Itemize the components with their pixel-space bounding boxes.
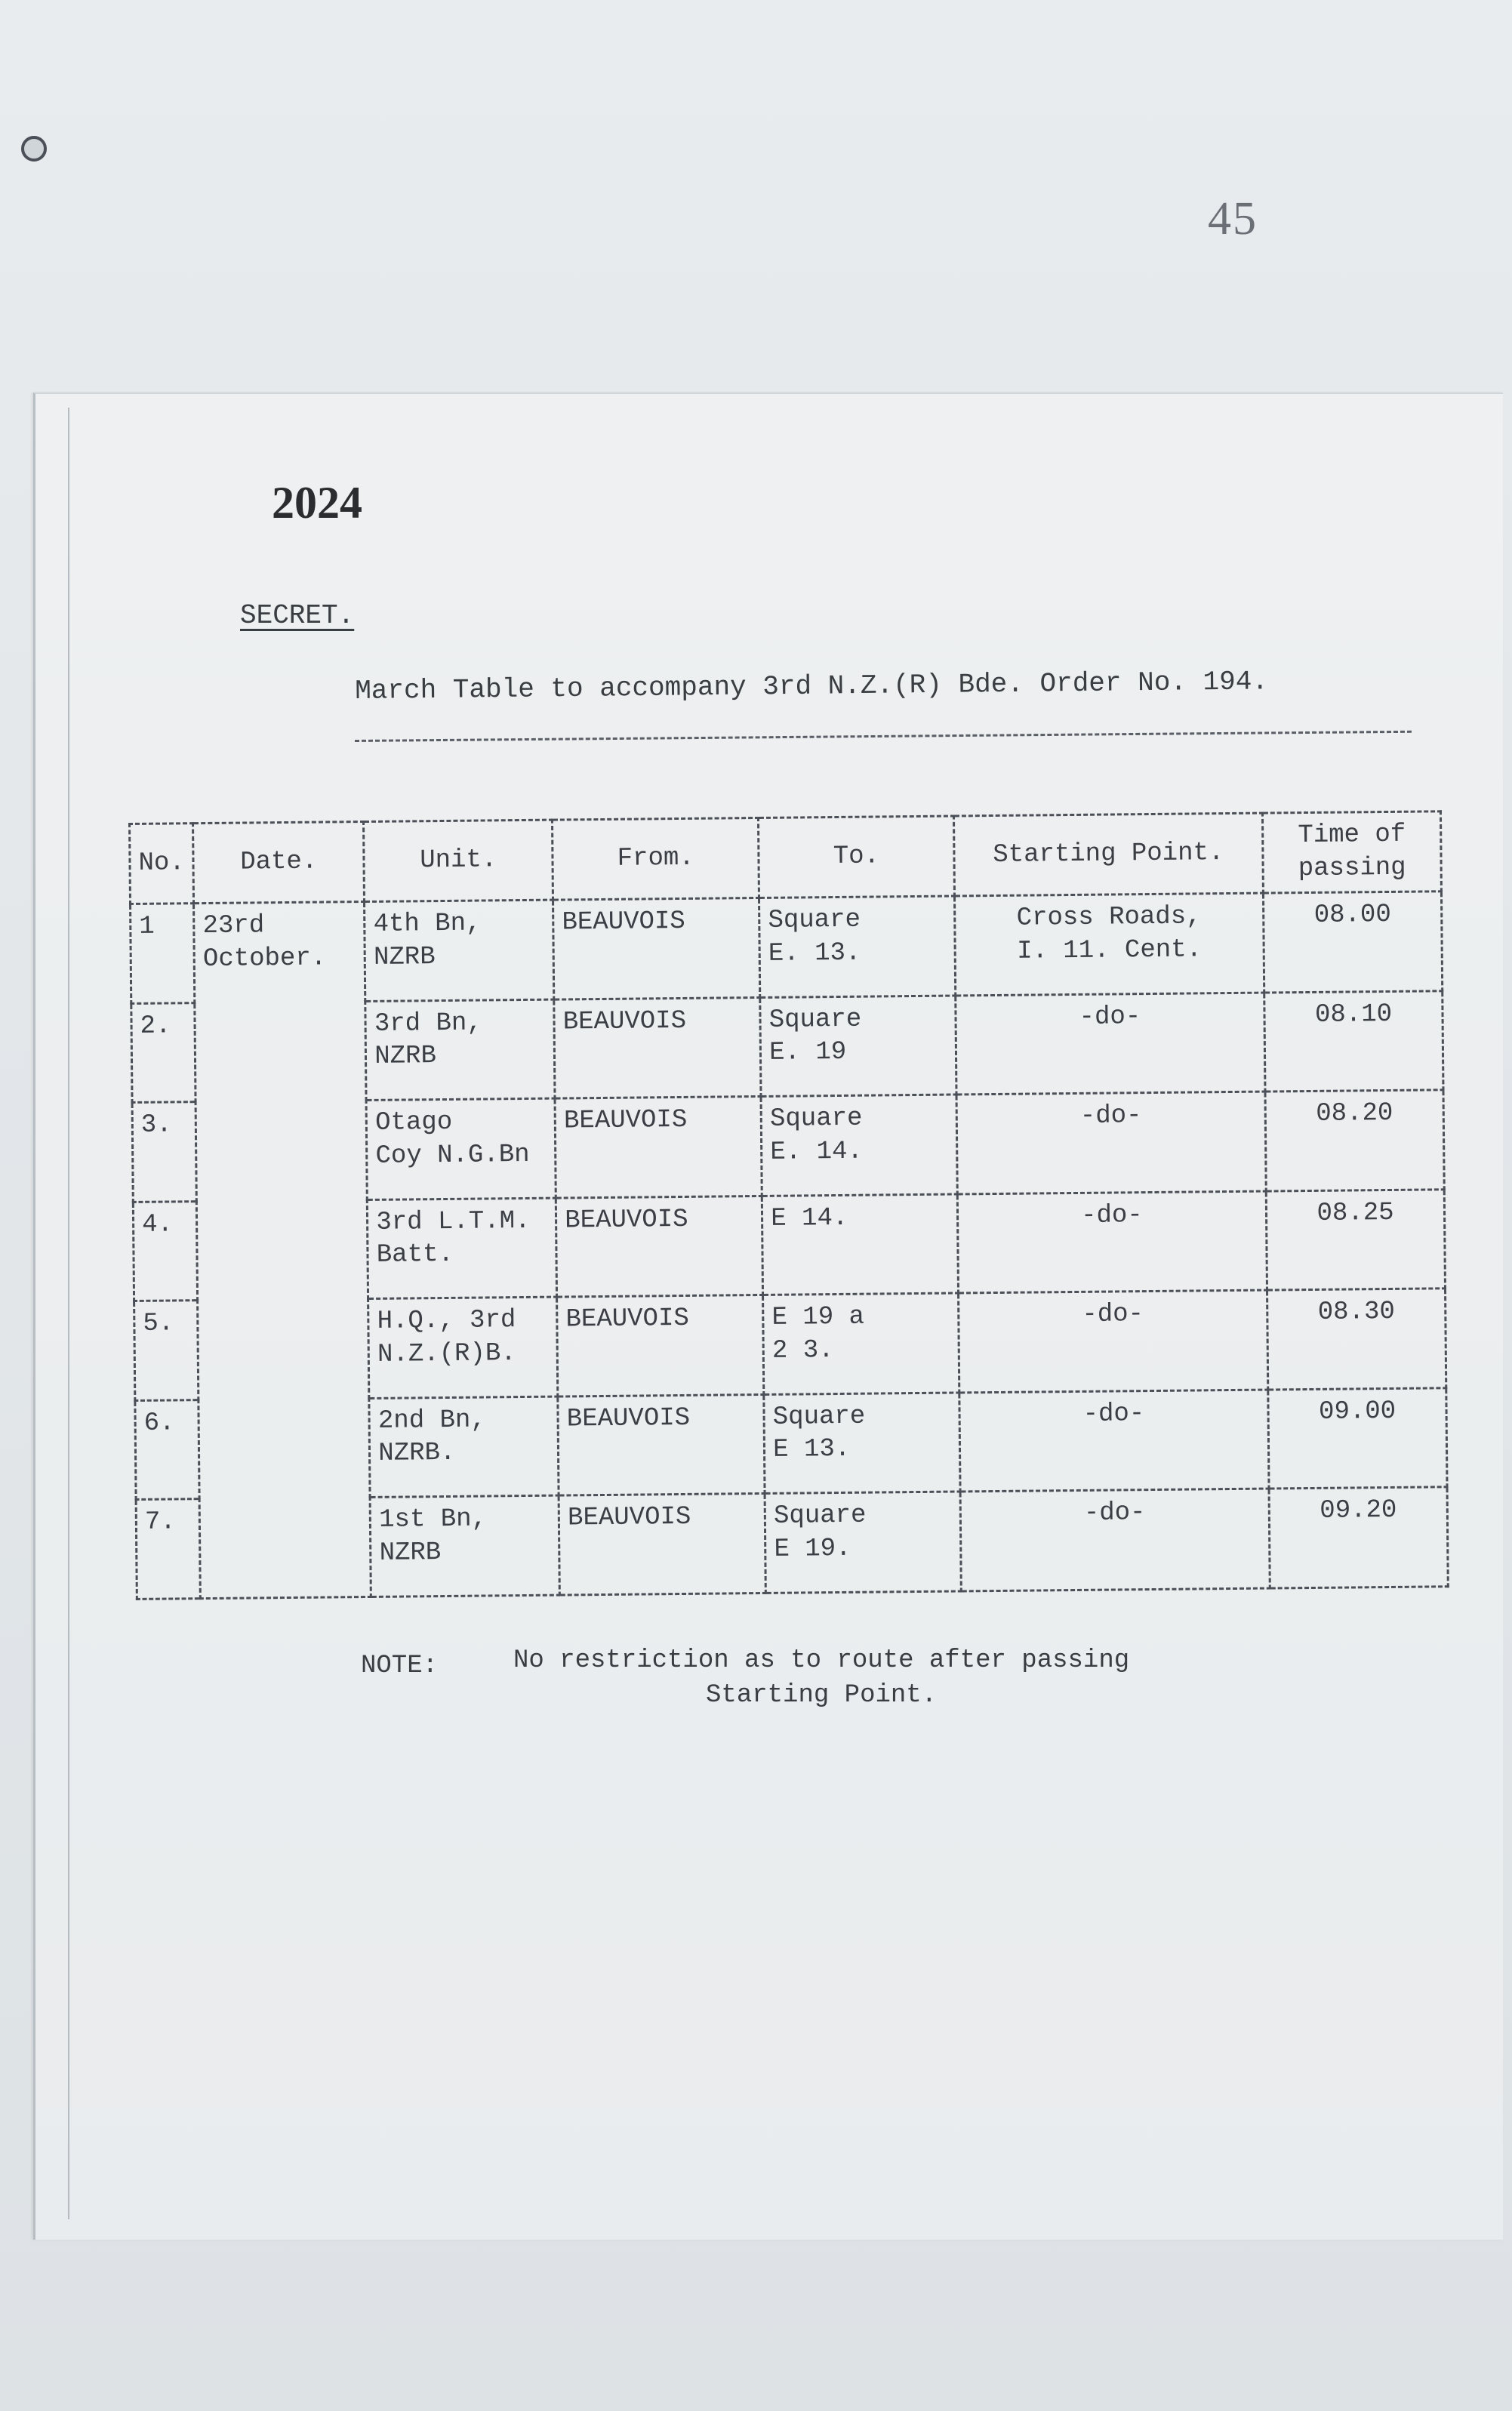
header-no: No.: [130, 824, 194, 904]
cell-unit: [365, 900, 554, 1001]
to-line: E 19.: [774, 1534, 851, 1564]
starting-point-line: Cross Roads,: [1016, 902, 1202, 933]
table-body: [131, 891, 1449, 1600]
cell-to: [761, 1095, 957, 1196]
cell-to: [763, 1293, 959, 1394]
punch-hole: [21, 136, 47, 162]
cell-time: 09.00: [1268, 1388, 1447, 1489]
cell-no: 4.: [133, 1201, 197, 1301]
header-to: To.: [759, 816, 954, 898]
unit-line: Coy N.G.Bn: [375, 1140, 530, 1171]
starting-point-line: -do-: [1079, 1101, 1142, 1132]
unit-line: H.Q., 3rd: [377, 1306, 516, 1337]
to-line: E. 13.: [768, 938, 861, 968]
cell-unit: [365, 999, 555, 1101]
header-starting-point: Starting Point.: [953, 813, 1263, 896]
date-line: October.: [202, 944, 327, 974]
cell-time: 08.10: [1264, 990, 1443, 1092]
cell-time: 08.30: [1267, 1289, 1446, 1390]
cell-unit: [370, 1495, 559, 1597]
cell-starting-point: [957, 1191, 1267, 1293]
starting-point-line: I. 11. Cent.: [1016, 935, 1203, 966]
starting-point-line: -do-: [1082, 1300, 1144, 1330]
march-table-container: [128, 810, 1449, 1600]
to-line: E. 19: [769, 1037, 847, 1067]
to-line: E. 14.: [770, 1137, 864, 1167]
starting-point-line: -do-: [1080, 1200, 1143, 1230]
cell-no: 3.: [132, 1102, 196, 1202]
cell-starting-point: [954, 893, 1264, 995]
cell-from: BEAUVOIS: [558, 1394, 765, 1495]
cell-starting-point: [960, 1489, 1270, 1591]
cell-time: 08.25: [1266, 1190, 1445, 1291]
unit-line: Batt.: [376, 1240, 454, 1270]
unit-line: 3rd L.T.M.: [376, 1206, 531, 1237]
cell-no: 1: [131, 904, 195, 1003]
cell-from: BEAUVOIS: [556, 1196, 763, 1297]
header-time-of-passing: Time of passing: [1263, 811, 1442, 893]
starting-point-line: -do-: [1079, 1002, 1141, 1032]
cell-no: 6.: [135, 1399, 199, 1499]
header-from: From.: [553, 818, 759, 900]
cell-to: [759, 896, 956, 997]
cell-to: [764, 1393, 960, 1494]
cell-unit: [366, 1098, 556, 1199]
note-line: Starting Point.: [706, 1680, 938, 1710]
folio-number: 45: [1208, 193, 1258, 245]
cell-from: BEAUVOIS: [559, 1494, 765, 1595]
unit-line: N.Z.(R)B.: [377, 1338, 516, 1369]
to-line: E 19 a: [771, 1302, 865, 1333]
march-table: [128, 810, 1449, 1600]
table-row: [131, 891, 1443, 1003]
header-unit: Unit.: [364, 820, 553, 901]
note-line: No restriction as to route after passing: [513, 1646, 1130, 1675]
cell-starting-point: [958, 1290, 1268, 1392]
unit-line: 4th Bn,: [373, 909, 482, 939]
unit-line: 2nd Bn,: [377, 1406, 486, 1436]
cell-no: 7.: [136, 1499, 200, 1599]
document-number: 2024: [272, 478, 362, 528]
cell-from: BEAUVOIS: [555, 1097, 762, 1198]
cell-time: 09.20: [1269, 1487, 1448, 1588]
cell-no: 2.: [131, 1002, 196, 1102]
cell-no: 5.: [134, 1301, 199, 1400]
to-line: E 13.: [773, 1435, 851, 1465]
cell-from: BEAUVOIS: [554, 997, 761, 1098]
cell-time: 08.00: [1264, 891, 1443, 993]
to-line: Square: [772, 1402, 866, 1432]
cell-starting-point: [959, 1390, 1269, 1492]
to-line: Square: [768, 1005, 862, 1035]
to-line: Square: [773, 1501, 867, 1532]
to-line: E 14.: [771, 1203, 848, 1233]
cell-starting-point: [956, 1092, 1267, 1193]
table-header-row: [130, 811, 1442, 904]
classification-label: SECRET.: [240, 600, 355, 631]
unit-line: NZRB.: [378, 1439, 456, 1469]
unit-line: NZRB: [373, 942, 436, 972]
note-text: [513, 1644, 1129, 1714]
unit-line: 1st Bn,: [379, 1504, 488, 1535]
cell-to: [760, 996, 956, 1097]
unit-line: Otago: [374, 1108, 453, 1138]
cell-unit: [369, 1396, 559, 1498]
unit-line: NZRB: [374, 1042, 437, 1071]
to-line: Square: [768, 905, 861, 935]
cell-time: 08.20: [1265, 1090, 1444, 1191]
cell-to: [765, 1492, 961, 1593]
date-line: 23rd: [202, 911, 265, 941]
cell-to: [762, 1194, 959, 1295]
cell-starting-point: [955, 993, 1265, 1095]
unit-line: 3rd Bn,: [374, 1008, 482, 1039]
cell-unit: [368, 1198, 557, 1299]
cell-from: BEAUVOIS: [557, 1295, 764, 1396]
header-date: Date.: [193, 822, 365, 904]
cell-from: BEAUVOIS: [553, 898, 760, 999]
note-label: NOTE:: [361, 1652, 439, 1680]
to-line: 2 3.: [771, 1335, 834, 1366]
sheet-edge: [68, 408, 69, 2219]
document-heading: March Table to accompany 3rd N.Z.(R) Bde. Order No. 194.: [355, 666, 1269, 707]
starting-point-line: -do-: [1082, 1399, 1145, 1429]
cell-unit: [368, 1297, 558, 1398]
cell-date: [194, 902, 371, 1599]
unit-line: NZRB: [379, 1538, 442, 1568]
to-line: Square: [769, 1104, 863, 1135]
starting-point-line: -do-: [1083, 1498, 1146, 1529]
